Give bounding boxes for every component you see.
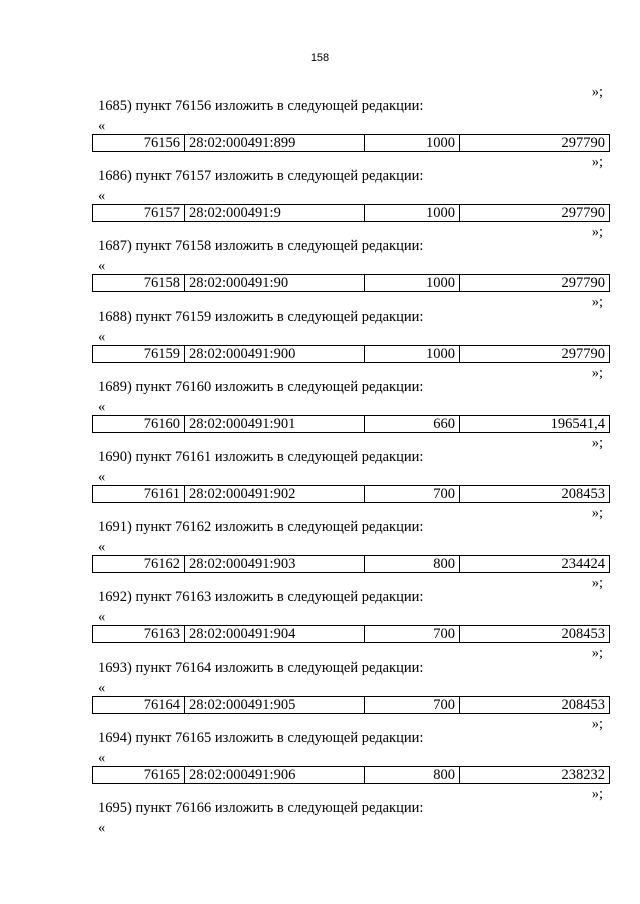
table-row <box>92 485 610 503</box>
cell-cadastral-number: 28:02:000491:899 <box>185 135 365 151</box>
table-row <box>92 555 610 573</box>
table-row <box>92 345 610 363</box>
closing-quote: »; <box>591 575 603 592</box>
cell-cadastral-number: 28:02:000491:903 <box>185 556 365 572</box>
cell-value: 208453 <box>561 626 605 643</box>
cell-value: 297790 <box>561 345 605 362</box>
cell-area: 700 <box>365 697 460 713</box>
cell-value: 234424 <box>561 556 605 573</box>
closing-quote: »; <box>591 364 603 381</box>
table-row <box>92 766 610 784</box>
cell-item-number: 76157 <box>93 205 185 221</box>
table-row <box>92 204 610 222</box>
opening-quote: « <box>98 679 106 696</box>
cell-item-number: 76161 <box>93 486 185 502</box>
cell-area: 1000 <box>365 346 460 362</box>
page-number: 158 <box>310 52 330 64</box>
item-heading: 1693) пункт 76164 изложить в следующей редакции: <box>98 659 424 676</box>
closing-quote: »; <box>591 645 603 662</box>
closing-quote: »; <box>591 154 603 170</box>
cell-area: 1000 <box>365 135 460 151</box>
item-heading: 1695) пункт 76166 изложить в следующей редакции: <box>98 800 424 816</box>
cell-item-number: 76159 <box>93 346 185 362</box>
cell-cadastral-number: 28:02:000491:90 <box>185 275 365 291</box>
opening-quote: « <box>98 188 106 205</box>
cell-area: 1000 <box>365 275 460 291</box>
item-heading: 1691) пункт 76162 изложить в следующей редакции: <box>98 519 424 536</box>
item-heading: 1686) пункт 76157 изложить в следующей редакции: <box>98 168 424 185</box>
cell-cadastral-number: 28:02:000491:902 <box>185 486 365 502</box>
cell-area: 800 <box>365 767 460 783</box>
item-heading: 1694) пункт 76165 изложить в следующей редакции: <box>98 729 424 746</box>
cell-cadastral-number: 28:02:000491:901 <box>185 416 365 432</box>
item-heading: 1692) пункт 76163 изложить в следующей редакции: <box>98 589 424 606</box>
cell-area: 1000 <box>365 205 460 221</box>
cell-value: 297790 <box>561 275 605 292</box>
cell-item-number: 76165 <box>93 767 185 783</box>
table-row <box>92 274 610 292</box>
cell-value: 297790 <box>561 135 605 151</box>
opening-quote: « <box>98 609 106 626</box>
table-row <box>92 415 610 433</box>
cell-cadastral-number: 28:02:000491:905 <box>185 697 365 713</box>
opening-quote: « <box>98 328 106 345</box>
closing-quote: »; <box>591 505 603 521</box>
opening-quote: « <box>98 469 106 485</box>
cell-area: 800 <box>365 556 460 572</box>
item-heading: 1689) пункт 76160 изложить в следующей редакции: <box>98 378 424 395</box>
cell-cadastral-number: 28:02:000491:900 <box>185 346 365 362</box>
closing-quote: »; <box>591 785 603 802</box>
cell-item-number: 76162 <box>93 556 185 572</box>
opening-quote: « <box>98 398 106 415</box>
opening-quote: « <box>98 820 106 836</box>
closing-quote: »; <box>591 434 603 451</box>
cell-item-number: 76160 <box>93 416 185 432</box>
opening-quote: « <box>98 118 106 134</box>
cell-cadastral-number: 28:02:000491:9 <box>185 205 365 221</box>
closing-quote: »; <box>591 715 603 732</box>
cell-value: 196541,4 <box>550 415 605 432</box>
opening-quote: « <box>98 258 106 275</box>
closing-quote: »; <box>591 294 603 311</box>
opening-quote: « <box>98 539 106 556</box>
opening-quote: « <box>98 749 106 766</box>
cell-item-number: 76163 <box>93 626 185 642</box>
cell-value: 297790 <box>561 205 605 222</box>
table-row <box>92 696 610 714</box>
cell-area: 700 <box>365 626 460 642</box>
cell-value: 208453 <box>561 486 605 502</box>
cell-area: 660 <box>365 416 460 432</box>
item-heading: 1685) пункт 76156 изложить в следующей редакции: <box>98 98 424 114</box>
cell-value: 208453 <box>561 696 605 713</box>
cell-area: 700 <box>365 486 460 502</box>
cell-cadastral-number: 28:02:000491:904 <box>185 626 365 642</box>
closing-quote: »; <box>591 84 603 100</box>
table-row <box>92 625 610 643</box>
cell-cadastral-number: 28:02:000491:906 <box>185 767 365 783</box>
item-heading: 1690) пункт 76161 изложить в следующей редакции: <box>98 449 424 465</box>
table-row <box>92 134 610 152</box>
item-heading: 1687) пункт 76158 изложить в следующей редакции: <box>98 238 424 255</box>
cell-value: 238232 <box>561 766 605 783</box>
closing-quote: »; <box>591 224 603 241</box>
cell-item-number: 76158 <box>93 275 185 291</box>
cell-item-number: 76156 <box>93 135 185 151</box>
item-heading: 1688) пункт 76159 изложить в следующей редакции: <box>98 308 424 325</box>
cell-item-number: 76164 <box>93 697 185 713</box>
